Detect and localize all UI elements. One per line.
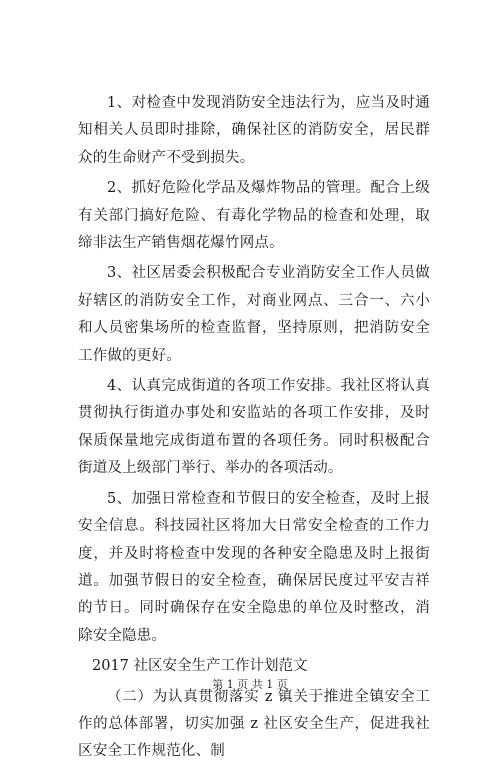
paragraph-item-1: 1、对检查中发现消防安全违法行为，应当及时通知相关人员即时排除，确保社区的消防安全，居民群众的生命财产不受到损失。 [78, 95, 430, 166]
paragraph-item-3: 3、社区居委会积极配合专业消防安全工作人员做好辖区的消防安全工作，对商业网点、三合一、六小和人员密集场所的检查监督，坚持原则，把消防安全工作做的更好。 [78, 265, 430, 364]
paragraph-item-4: 4、认真完成街道的各项工作安排。我社区将认真贯彻执行街道办事处和安监站的各项工作安排，及时保质保量地完成街道布置的各项任务。同时积极配合街道及上级部门举行、举办的各项活动。 [78, 378, 430, 477]
section-title: 2017 社区安全生产工作计划范文 [92, 658, 308, 675]
document-body [78, 90, 430, 769]
page-footer: 第 1 页 共 1 页 [212, 678, 288, 691]
intro-paragraph: （二）为认真贯彻落实 z 镇关于推进全镇安全工作的总体部署，切实加强 z 社区安全生产，促进我社区安全工作规范化、制 [78, 688, 430, 760]
paragraph-item-2: 2、抓好危险化学品及爆炸物品的管理。配合上级有关部门搞好危险、有毒化学物品的检查和处理，取缔非法生产销售烟花爆竹网点。 [78, 180, 430, 252]
paragraph-item-5: 5、加强日常检查和节假日的安全检查，及时上报安全信息。科技园社区将加大日常安全检查的工作力度，并及时将检查中发现的各种安全隐患及时上报街道。加强节假日的安全检查，确保居民度过平安吉祥的节日。同时确保存在安全隐患的单位及时整改，消除安全隐患。 [78, 490, 430, 644]
